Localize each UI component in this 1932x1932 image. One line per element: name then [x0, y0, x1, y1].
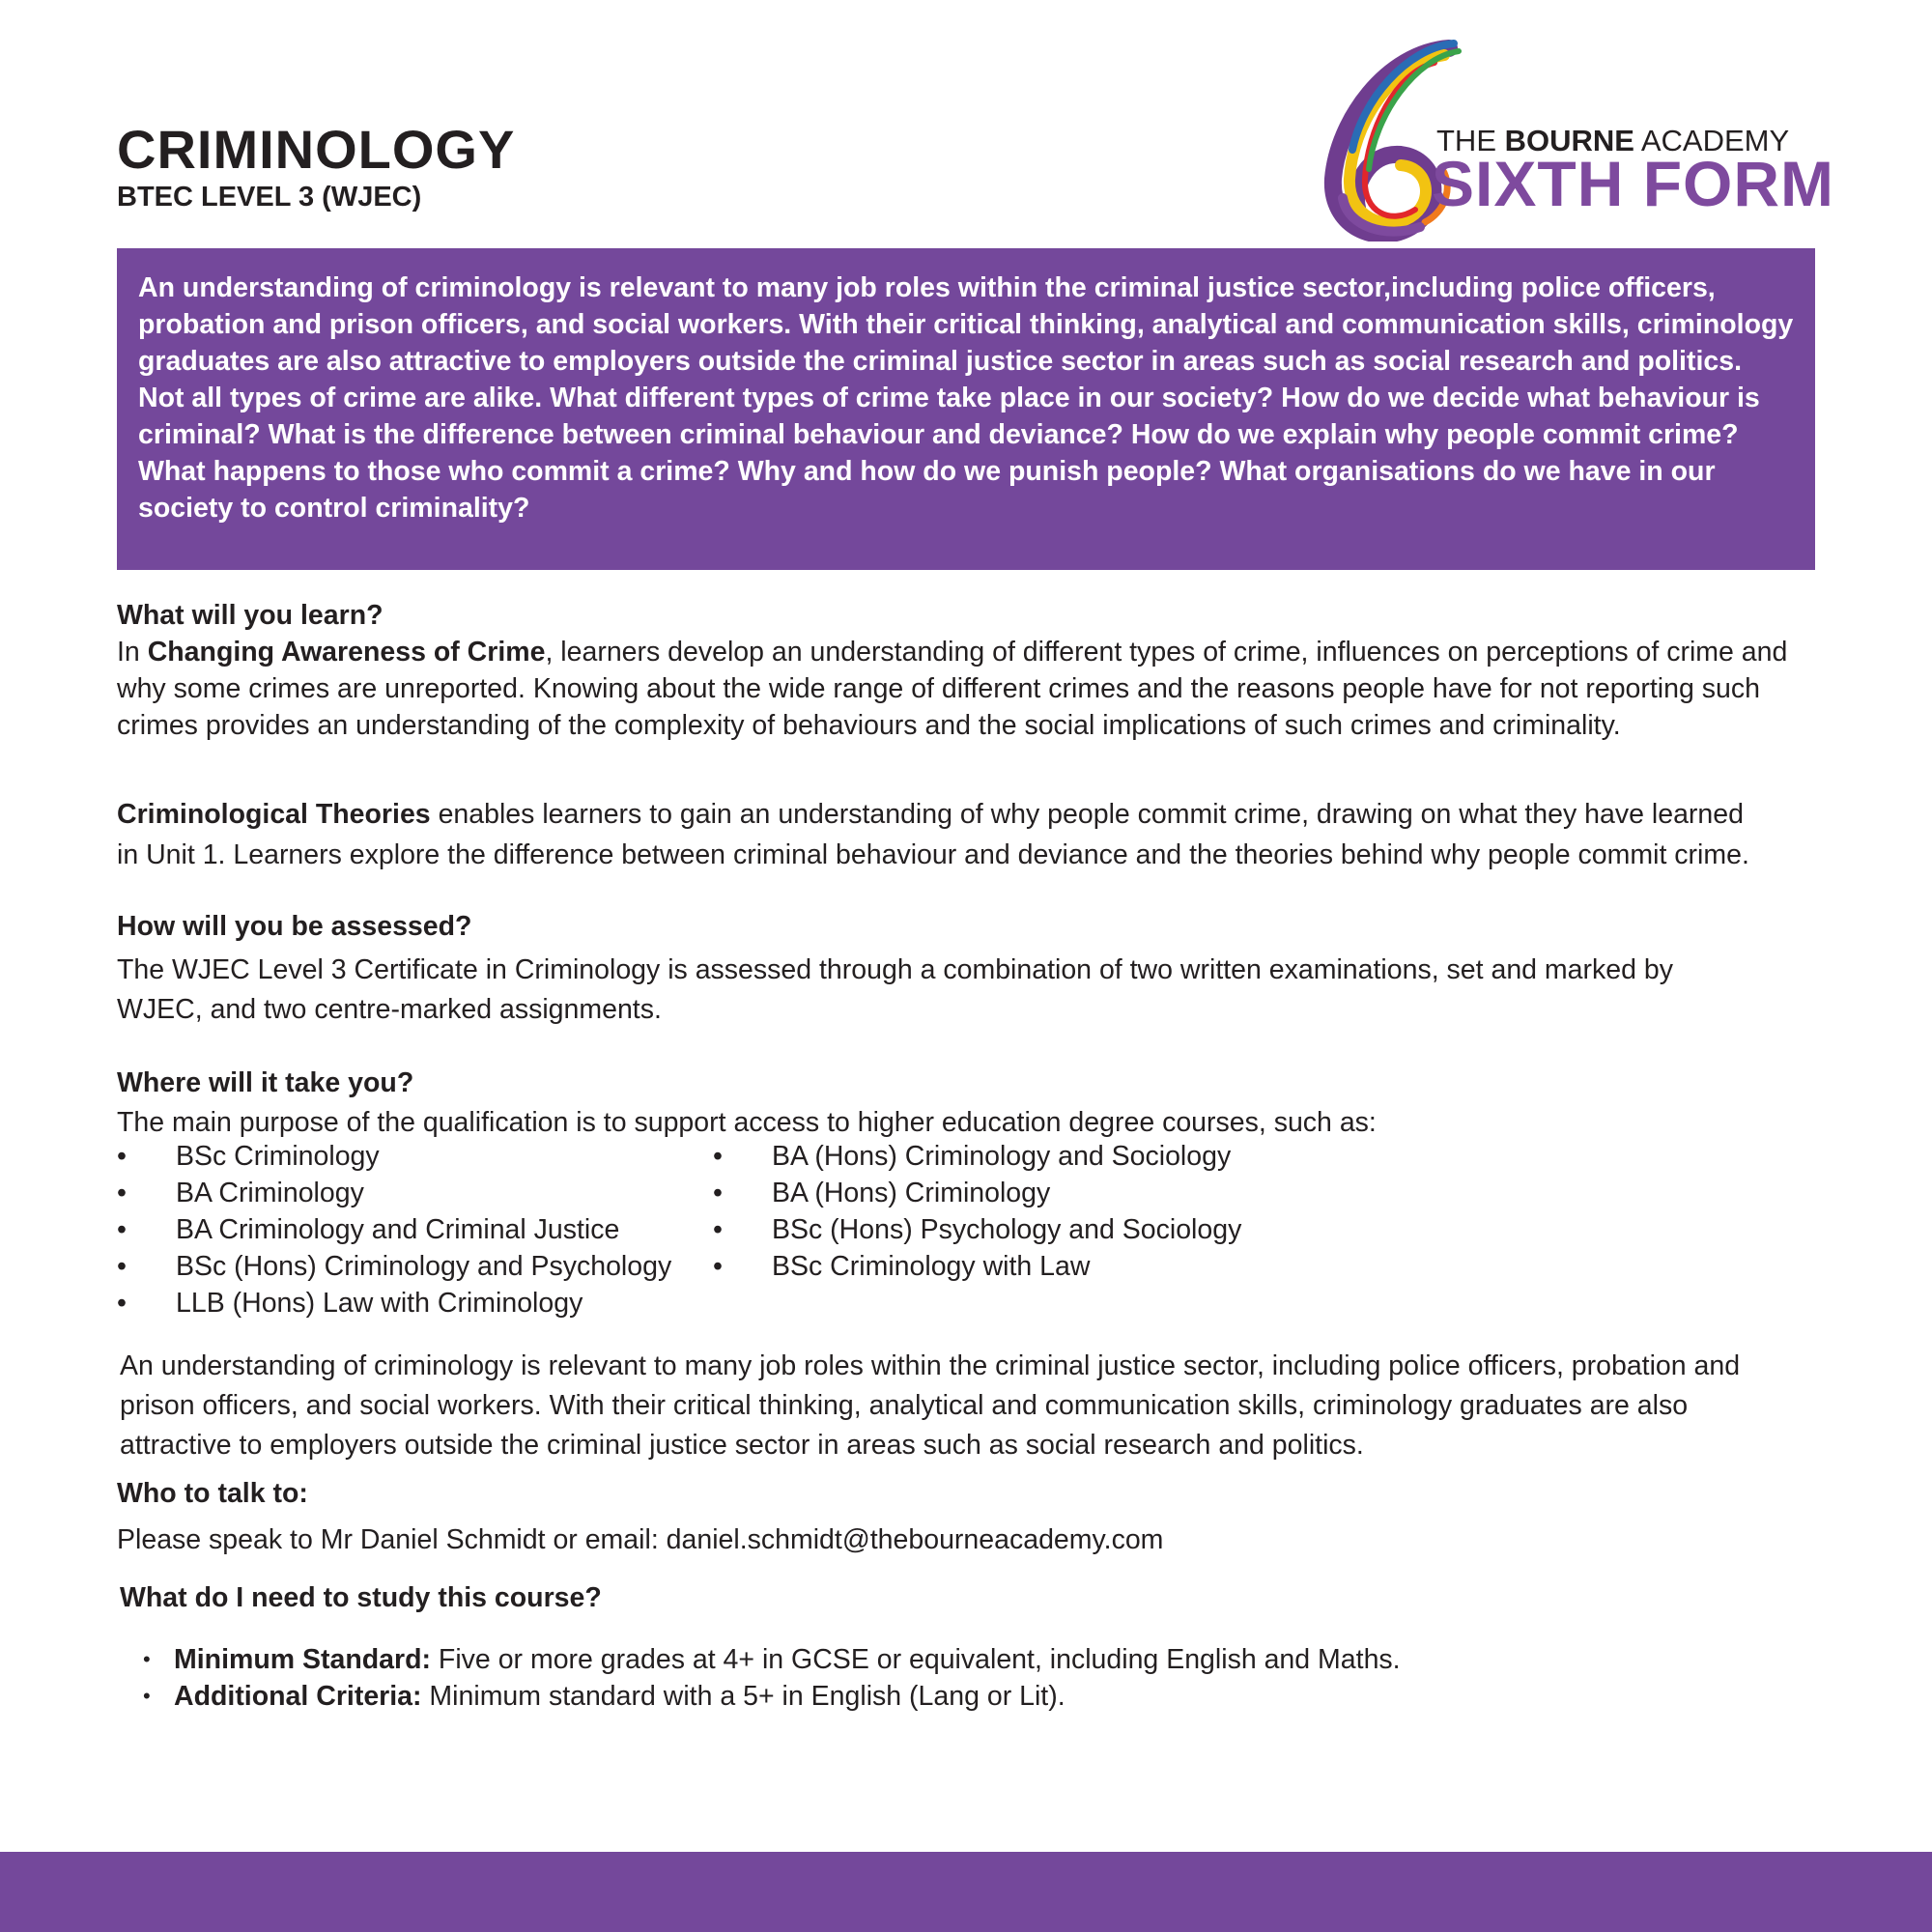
where-intro: The main purpose of the qualification is to support access to higher education degree courses, such as:	[117, 1107, 1377, 1138]
list-item: • BA Criminology	[117, 1175, 713, 1211]
list-item: • BSc (Hons) Criminology and Psychology	[117, 1248, 713, 1285]
page-subtitle: BTEC LEVEL 3 (WJEC)	[117, 182, 422, 213]
learn-heading: What will you learn?	[117, 600, 384, 631]
intro-text: An understanding of criminology is relevant to many job roles within the criminal justice sector,including police officers, probation and prison officers, and social workers. With their critical thinking, analytical and communication skills, criminology graduates are also attractive to employers outside the criminal justice sector in areas such as social research and politics. Not all types of crime are alike. What different types of crime take place in our society? How do we decide what behaviour is criminal? What is the difference between criminal behaviour and deviance? How do we explain why people commit crime? What happens to those who commit a crime? Why and how do we punish people? What organisations do we have in our society to control criminality?	[138, 272, 1794, 524]
page-title: CRIMINOLOGY	[117, 119, 516, 180]
contact-heading: Who to talk to:	[117, 1478, 308, 1509]
contact-text: Please speak to Mr Daniel Schmidt or email: daniel.schmidt@thebourneacademy.com	[117, 1524, 1164, 1555]
where-after-text: An understanding of criminology is relevant to many job roles within the criminal justice sector, including police officers, probation and prison officers, and social workers. With their critical thinking, analytical and communication skills, criminology graduates are also attractive to employers outside the criminal justice sector in areas such as social research and politics.	[120, 1350, 1741, 1461]
requirements-list	[117, 1641, 1836, 1715]
list-item: • BSc Criminology	[117, 1138, 713, 1175]
where-heading: Where will it take you?	[117, 1067, 414, 1098]
assessed-text: The WJEC Level 3 Certificate in Criminology is assessed through a combination of two written examinations, set and marked by WJEC, and two centre-marked assignments.	[117, 954, 1673, 1025]
degree-courses-list	[117, 1138, 1836, 1321]
main-content	[117, 597, 1836, 1715]
list-item: • Additional Criteria: Minimum standard with a 5+ in English (Lang or Lit).	[140, 1678, 1836, 1715]
learn-paragraph-1: In Changing Awareness of Crime, learners develop an understanding of different types of crime, influences on perceptions of crime and why some crimes are unreported. Knowing about the wide range of different crimes and the reasons people have for not reporting such crimes provides an understanding of the complexity of behaviours and the social implications of such crimes and criminality.	[117, 637, 1788, 741]
degree-list-column-1	[117, 1138, 713, 1321]
degree-list-column-2	[713, 1138, 1241, 1321]
list-item: • BA Criminology and Criminal Justice	[117, 1211, 713, 1248]
intro-box	[117, 248, 1815, 570]
footer-bar	[0, 1852, 1932, 1932]
learn-paragraph-2: Criminological Theories enables learners to gain an understanding of why people commit crime, drawing on what they have learned in Unit 1. Learners explore the difference between criminal behaviour and deviance and the theories behind why people commit crime.	[117, 799, 1749, 870]
list-item: • Minimum Standard: Five or more grades at 4+ in GCSE or equivalent, including English and Maths.	[140, 1641, 1836, 1678]
list-item: • BSc (Hons) Psychology and Sociology	[713, 1211, 1241, 1248]
logo-text-sixth-form: SIXTH FORM	[1432, 148, 1834, 219]
list-item: • LLB (Hons) Law with Criminology	[117, 1285, 713, 1321]
logo-text-academy: THE BOURNE ACADEMY	[1436, 124, 1790, 157]
assessed-heading: How will you be assessed?	[117, 911, 472, 942]
list-item: • BA (Hons) Criminology and Sociology	[713, 1138, 1241, 1175]
list-item: • BSc Criminology with Law	[713, 1248, 1241, 1285]
list-item: • BA (Hons) Criminology	[713, 1175, 1241, 1211]
requirements-heading: What do I need to study this course?	[120, 1582, 602, 1613]
